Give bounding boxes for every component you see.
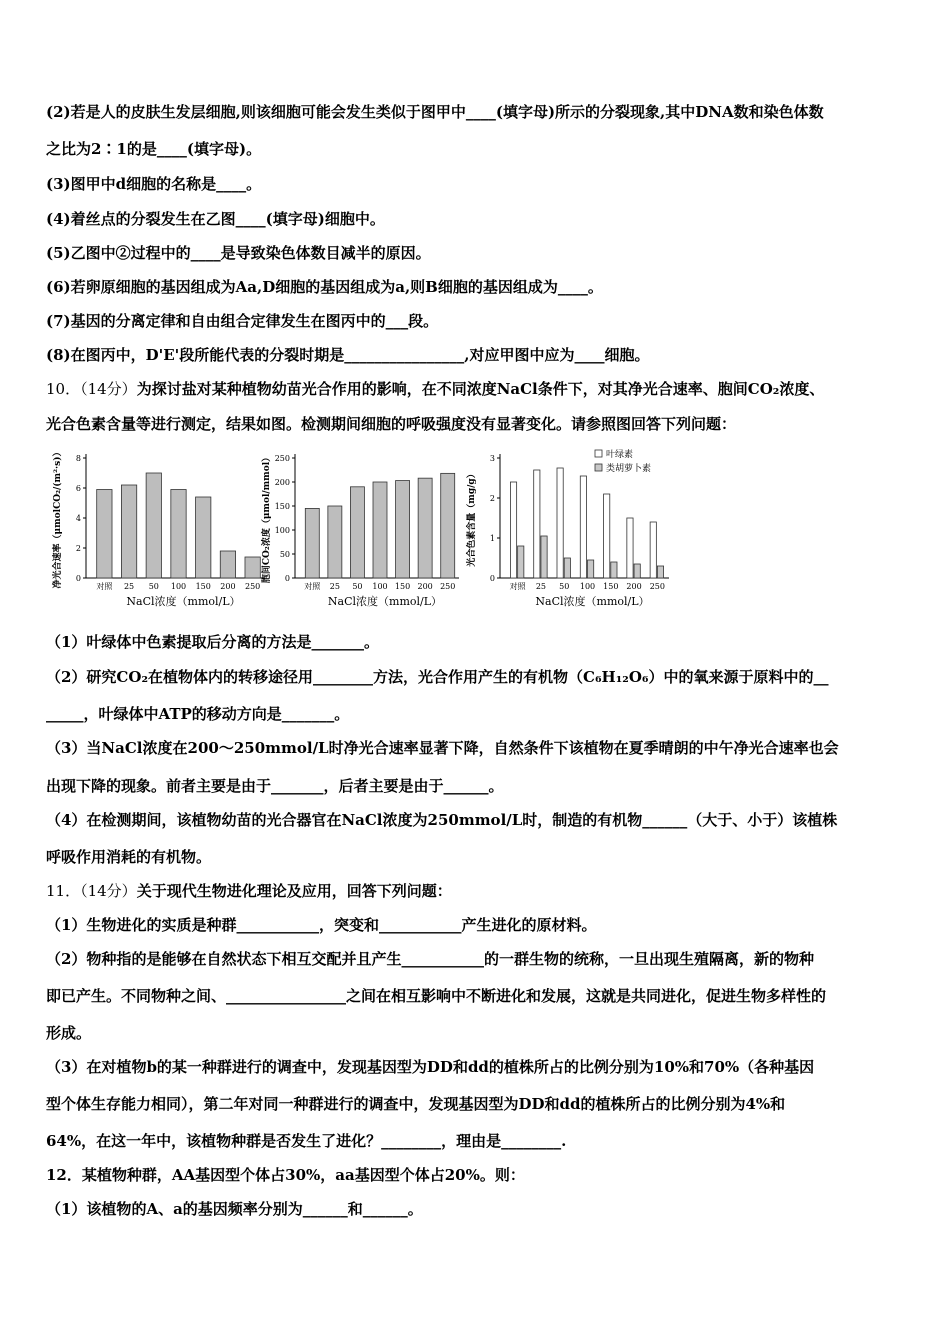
text-line: _____，叶绿体中ATP的移动方向是_______。 xyxy=(46,705,350,723)
y-tick-label: 0 xyxy=(75,574,81,583)
x-tick-label: 50 xyxy=(352,582,363,591)
y-tick-label: 1 xyxy=(489,534,495,543)
y-tick-label: 3 xyxy=(489,454,495,463)
text-line: (5)乙图中②过程中的____是导致染色体数目减半的原因。 xyxy=(46,244,431,262)
text-line: 之比为2∶1的是____(填字母)。 xyxy=(46,140,262,158)
x-tick-label: 150 xyxy=(195,582,211,591)
text-line: (7)基因的分离定律和自由组合定律发生在图丙中的___段。 xyxy=(46,312,439,330)
text-line: (8)在图丙中，D'E'段所能代表的分裂时期是________________,对应甲图中应为____细胞。 xyxy=(46,346,650,364)
x-tick-label: 100 xyxy=(579,582,596,591)
x-axis-label: NaCl浓度（mmol/L） xyxy=(126,595,241,608)
text-line: （4）在检测期间，该植物幼苗的光合器官在NaCl浓度为250mmol/L时，制造的有机物______（大于、小于）该植株 xyxy=(46,811,838,829)
chart-pigment-content xyxy=(460,448,675,613)
text-line: 形成。 xyxy=(46,1024,92,1042)
bar xyxy=(121,485,136,578)
chart-intercellular-co2 xyxy=(255,448,465,613)
text-line: 64%，在这一年中，该植物种群是否发生了进化？________，理由是________. xyxy=(46,1132,567,1150)
text-line: （3）在对植物b的某一种群进行的调查中，发现基因型为DD和dd的植株所占的比例分别为10%和70%（各种基因 xyxy=(46,1058,815,1076)
x-tick-label: 50 xyxy=(559,582,570,591)
text-line: (3)图甲中d细胞的名称是____。 xyxy=(46,175,262,193)
bar xyxy=(350,487,364,578)
question-12-stem: 12．某植物种群，AA基因型个体占30%，aa基因型个体占20%。则： xyxy=(46,1166,525,1184)
y-tick-label: 8 xyxy=(75,454,81,463)
y-tick-label: 150 xyxy=(274,502,290,511)
question-number: 10．（14分） xyxy=(46,380,137,398)
y-tick-label: 250 xyxy=(274,454,290,463)
x-tick-label: 50 xyxy=(148,582,159,591)
chart-svg xyxy=(460,448,675,613)
bar xyxy=(196,497,211,578)
legend-swatch xyxy=(595,450,602,457)
bar xyxy=(564,558,570,578)
question-10-stem xyxy=(46,379,910,399)
question-text: 关于现代生物进化理论及应用，回答下列问题： xyxy=(136,882,452,900)
bar xyxy=(328,506,342,578)
bar xyxy=(634,564,640,578)
x-tick-label: 对照 xyxy=(509,582,526,591)
bar xyxy=(611,562,617,578)
bar xyxy=(534,470,540,578)
x-axis-label: NaCl浓度（mmol/L） xyxy=(535,595,650,608)
x-tick-label: 100 xyxy=(372,582,388,591)
legend-swatch xyxy=(595,464,602,471)
x-tick-label: 250 xyxy=(440,582,456,591)
bar xyxy=(373,482,387,578)
x-tick-label: 150 xyxy=(603,582,619,591)
bar xyxy=(146,473,161,578)
x-tick-label: 200 xyxy=(626,582,642,591)
bar xyxy=(588,560,594,578)
y-tick-label: 2 xyxy=(75,544,81,553)
bar xyxy=(557,468,563,578)
bar xyxy=(171,490,186,579)
bar xyxy=(650,522,656,578)
text-line: （1）生物进化的实质是种群___________，突变和___________产生进化的原材料。 xyxy=(46,916,597,934)
bar xyxy=(604,494,610,578)
text-line: (6)若卵原细胞的基因组成为Aa,D细胞的基因组成为a,则B细胞的基因组成为____。 xyxy=(46,278,603,296)
text-line: (2)若是人的皮肤生发层细胞,则该细胞可能会发生类似于图甲中____(填字母)所示的分裂现象,其中DNA数和染色体数 xyxy=(46,103,824,121)
y-tick-label: 0 xyxy=(489,574,495,583)
text-line: （3）当NaCl浓度在200～250mmol/L时净光合速率显著下降，自然条件下该植物在夏季晴朗的中午净光合速率也会 xyxy=(46,739,839,757)
chart-svg xyxy=(255,448,465,613)
chart-net-photosynthesis xyxy=(46,448,271,613)
y-axis-label: 光合色素含量（mg/g） xyxy=(467,469,477,567)
bar xyxy=(627,518,633,578)
chart-svg xyxy=(46,448,271,613)
text-line: （2）物种指的是能够在自然状态下相互交配并且产生___________的一群生物的统称，一旦出现生殖隔离，新的物种 xyxy=(46,950,814,968)
text-line: 型个体生存能力相同），第二年对同一种群进行的调查中，发现基因型为DD和dd的植株所占的比例分别为4%和 xyxy=(46,1095,786,1113)
text-line: 呼吸作用消耗的有机物。 xyxy=(46,848,212,866)
x-tick-label: 250 xyxy=(245,582,261,591)
bar xyxy=(418,478,432,578)
y-tick-label: 6 xyxy=(75,484,81,493)
x-tick-label: 100 xyxy=(170,582,187,591)
x-tick-label: 200 xyxy=(220,582,236,591)
y-tick-label: 200 xyxy=(274,478,290,487)
x-tick-label: 150 xyxy=(394,582,411,591)
x-tick-label: 25 xyxy=(123,582,135,591)
bar xyxy=(510,482,516,578)
text-line: (4)着丝点的分裂发生在乙图____(填字母)细胞中。 xyxy=(46,210,385,228)
x-tick-label: 对照 xyxy=(96,582,113,591)
text-line: 光合色素含量等进行测定，结果如图。检测期间细胞的呼吸强度没有显著变化。请参照图回答下列问题： xyxy=(46,415,737,433)
bar xyxy=(580,476,586,578)
bar xyxy=(657,566,663,578)
bar xyxy=(396,481,410,578)
bar xyxy=(441,473,455,578)
y-tick-label: 100 xyxy=(274,526,290,535)
x-tick-label: 200 xyxy=(417,582,433,591)
y-tick-label: 50 xyxy=(279,550,290,559)
bar xyxy=(518,546,524,578)
y-tick-label: 0 xyxy=(284,574,290,583)
text-line: （2）研究CO₂在植物体内的转移途径用________方法，光合作用产生的有机物（C₆H₁₂O₆）中的氧来源于原料中的__ xyxy=(46,668,829,686)
bar xyxy=(97,490,112,579)
x-axis-label: NaCl浓度（mmol/L） xyxy=(327,595,443,608)
question-text: 为探讨盐对某种植物幼苗光合作用的影响，在不同浓度NaCl条件下，对其净光合速率、胞间CO₂浓度、 xyxy=(136,380,825,398)
y-axis-label: 胞间CO₂浓度（μmol/mmol） xyxy=(262,452,272,584)
legend-label: 叶绿素 xyxy=(606,450,634,460)
x-tick-label: 对照 xyxy=(304,582,321,591)
y-axis-label: 净光合速率（μmolCO₂/(m²·s)） xyxy=(53,448,63,589)
text-line: 即已产生。不同物种之间、________________之间在相互影响中不断进化和发展，这就是共同进化，促进生物多样性的 xyxy=(46,987,827,1005)
x-tick-label: 25 xyxy=(535,582,547,591)
y-tick-label: 2 xyxy=(489,494,495,503)
legend-label: 类胡萝卜素 xyxy=(606,464,652,474)
question-number: 11．（14分） xyxy=(46,882,137,900)
question-11-stem xyxy=(46,881,910,901)
bar xyxy=(305,508,319,578)
x-tick-label: 25 xyxy=(329,582,340,591)
text-line: 出现下降的现象。前者主要是由于_______，后者主要是由于______。 xyxy=(46,777,504,795)
text-line: （1）叶绿体中色素提取后分离的方法是_______。 xyxy=(46,633,379,651)
y-tick-label: 4 xyxy=(75,514,81,523)
bar xyxy=(220,551,235,578)
x-tick-label: 250 xyxy=(649,582,665,591)
text-line: （1）该植物的A、a的基因频率分别为______和______。 xyxy=(46,1200,423,1218)
bar xyxy=(541,536,547,578)
